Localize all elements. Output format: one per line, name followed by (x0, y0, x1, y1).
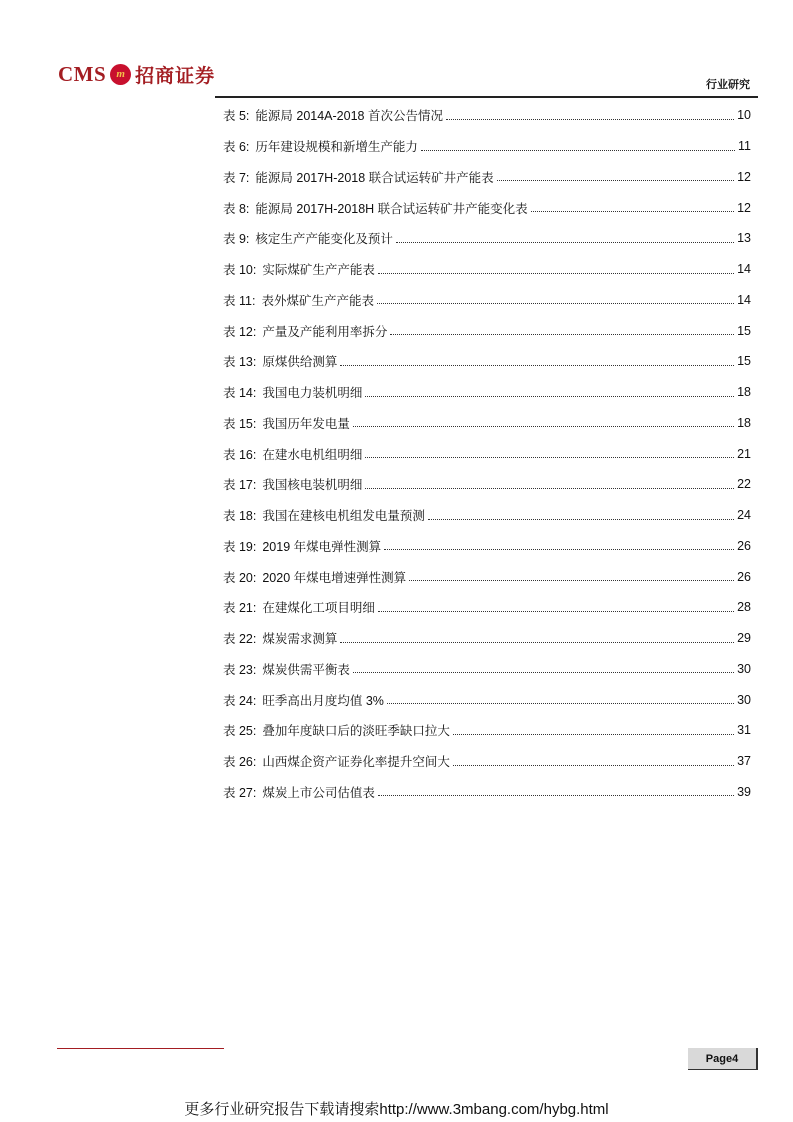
toc-entry[interactable] (223, 500, 751, 531)
toc-dot-leader (365, 457, 734, 458)
toc-entry[interactable] (223, 654, 751, 685)
toc-dot-leader (531, 211, 734, 212)
toc-entry[interactable] (223, 469, 751, 500)
toc-entry-label: 表 21: (223, 601, 257, 616)
toc-entry-title: 山西煤企资产证券化率提升空间大 (262, 755, 450, 770)
toc-entry-page: 18 (737, 385, 751, 400)
toc-entry-title: 煤炭供需平衡表 (262, 662, 350, 677)
toc-entry-page: 12 (737, 200, 751, 215)
toc-entry-page: 15 (737, 323, 751, 338)
toc-entry-page: 18 (737, 415, 751, 430)
toc-entry-label: 表 12: (223, 324, 257, 339)
toc-entry-title: 叠加年度缺口后的淡旺季缺口拉大 (262, 724, 450, 739)
toc-dot-leader (353, 426, 734, 427)
toc-entry-label: 表 11: (223, 293, 256, 308)
toc-entry-label: 表 5: (223, 109, 250, 124)
toc-dot-leader (390, 334, 734, 335)
brand-logo (58, 60, 215, 88)
toc-entry-label: 表 27: (223, 785, 257, 800)
toc-dot-leader (453, 734, 734, 735)
header-divider (215, 96, 758, 98)
toc-entry[interactable] (223, 100, 751, 131)
toc-dot-leader (340, 642, 734, 643)
toc-entry-title: 原煤供给测算 (262, 355, 338, 370)
header-section-label: 行业研究 (706, 79, 750, 91)
toc-entry[interactable] (223, 592, 751, 623)
toc-entry[interactable] (223, 531, 751, 562)
toc-entry-page: 10 (737, 108, 751, 123)
toc-entry[interactable] (223, 438, 751, 469)
toc-entry-label: 表 17: (223, 478, 257, 493)
toc-entry-page: 30 (737, 692, 751, 707)
toc-dot-leader (428, 519, 734, 520)
toc-entry-label: 表 9: (223, 232, 250, 247)
toc-entry-page: 29 (737, 631, 751, 646)
toc-entry-page: 24 (737, 508, 751, 523)
toc-entry-title: 实际煤矿生产产能表 (262, 263, 375, 278)
toc-entry-page: 39 (737, 784, 751, 799)
toc-entry-page: 30 (737, 661, 751, 676)
toc-entry-title: 能源局 2014A-2018 首次公告情况 (255, 109, 443, 124)
toc-entry-page: 26 (737, 538, 751, 553)
toc-entry[interactable] (223, 623, 751, 654)
toc-entry-page: 14 (737, 292, 751, 307)
toc-entry[interactable] (223, 746, 751, 777)
toc-dot-leader (353, 672, 734, 673)
toc-entry-label: 表 18: (223, 509, 257, 524)
toc-dot-leader (421, 150, 735, 151)
toc-entry-label: 表 8: (223, 201, 250, 216)
toc-entry-page: 11 (738, 139, 751, 154)
toc-entry-page: 13 (737, 231, 751, 246)
toc-entry-label: 表 25: (223, 724, 257, 739)
logo-cn-text: 招商证券 (135, 64, 216, 87)
toc-entry-page: 15 (737, 354, 751, 369)
toc-entry-label: 表 23: (223, 662, 257, 677)
toc-entry[interactable] (223, 377, 751, 408)
toc-entry-page: 12 (737, 169, 751, 184)
toc-entry-page: 21 (737, 446, 751, 461)
toc-entry[interactable] (223, 285, 751, 316)
toc-entry-title: 我国在建核电机组发电量预测 (262, 509, 425, 524)
toc-entry-label: 表 14: (223, 386, 257, 401)
toc-entry-title: 历年建设规模和新增生产能力 (255, 140, 418, 155)
toc-entry-label: 表 19: (223, 539, 257, 554)
toc-entry-label: 表 13: (223, 355, 257, 370)
toc-entry-title: 煤炭上市公司估值表 (262, 785, 375, 800)
toc-entry-title: 核定生产产能变化及预计 (255, 232, 393, 247)
toc-dot-leader (377, 303, 734, 304)
toc-entry-label: 表 20: (223, 570, 257, 585)
toc-entry-label: 表 24: (223, 693, 257, 708)
toc-entry[interactable] (223, 192, 751, 223)
toc-dot-leader (340, 365, 734, 366)
toc-entry[interactable] (223, 777, 751, 808)
toc-entry-title: 我国核电装机明细 (262, 478, 363, 493)
toc-dot-leader (365, 488, 734, 489)
toc-dot-leader (365, 396, 734, 397)
toc-entry[interactable] (223, 408, 751, 439)
table-of-contents (223, 100, 751, 807)
toc-entry-title: 在建煤化工项目明细 (262, 601, 375, 616)
toc-entry[interactable] (223, 162, 751, 193)
toc-entry-page: 26 (737, 569, 751, 584)
toc-dot-leader (378, 273, 734, 274)
toc-entry-page: 22 (737, 477, 751, 492)
toc-entry-page: 31 (737, 723, 751, 738)
toc-entry-label: 表 10: (223, 263, 257, 278)
page-number-box: Page4 (688, 1048, 758, 1070)
toc-dot-leader (378, 611, 734, 612)
toc-entry-title: 能源局 2017H-2018H 联合试运转矿井产能变化表 (255, 201, 528, 216)
toc-entry-title: 煤炭需求测算 (262, 632, 338, 647)
toc-entry[interactable] (223, 715, 751, 746)
logo-badge-icon: m (110, 64, 131, 85)
toc-dot-leader (396, 242, 734, 243)
toc-entry[interactable] (223, 131, 751, 162)
toc-entry-title: 2020 年煤电增速弹性测算 (262, 570, 407, 585)
toc-entry[interactable] (223, 223, 751, 254)
toc-entry-page: 14 (737, 262, 751, 277)
toc-dot-leader (446, 119, 734, 120)
toc-entry-title: 旺季高出月度均值 3% (262, 693, 384, 708)
toc-entry[interactable] (223, 254, 751, 285)
toc-entry-page: 37 (737, 754, 751, 769)
toc-entry-label: 表 6: (223, 140, 250, 155)
toc-entry-label: 表 15: (223, 416, 257, 431)
toc-entry-title: 产量及产能利用率拆分 (262, 324, 388, 339)
toc-entry-title: 我国电力装机明细 (262, 386, 363, 401)
toc-entry-label: 表 16: (223, 447, 257, 462)
toc-entry[interactable] (223, 346, 751, 377)
toc-entry-page: 28 (737, 600, 751, 615)
toc-entry-title: 在建水电机组明细 (262, 447, 363, 462)
footnote-divider (57, 1048, 224, 1049)
toc-entry[interactable] (223, 315, 751, 346)
logo-cms-text: CMS (58, 61, 107, 86)
toc-entry-title: 我国历年发电量 (262, 416, 350, 431)
toc-entry-title: 2019 年煤电弹性测算 (262, 539, 382, 554)
toc-entry-title: 能源局 2017H-2018 联合试运转矿井产能表 (255, 170, 494, 185)
toc-entry-label: 表 26: (223, 755, 257, 770)
download-watermark: 更多行业研究报告下载请搜索http://www.3mbang.com/hybg.html (184, 1101, 609, 1118)
toc-entry[interactable] (223, 561, 751, 592)
toc-entry-label: 表 7: (223, 170, 250, 185)
toc-dot-leader (497, 180, 734, 181)
toc-entry-label: 表 22: (223, 632, 257, 647)
toc-dot-leader (387, 703, 734, 704)
toc-entry[interactable] (223, 684, 751, 715)
toc-dot-leader (453, 765, 734, 766)
toc-dot-leader (378, 795, 734, 796)
toc-dot-leader (409, 580, 734, 581)
toc-entry-title: 表外煤矿生产产能表 (261, 293, 374, 308)
toc-dot-leader (384, 549, 734, 550)
